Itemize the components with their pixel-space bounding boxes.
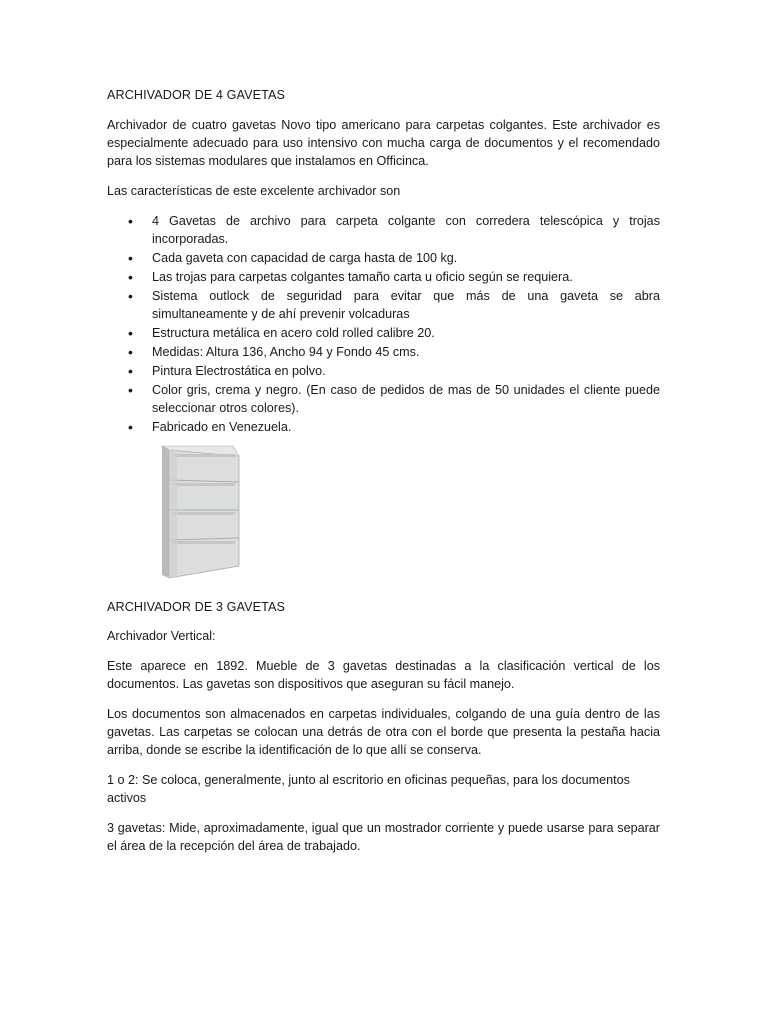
list-item [107, 212, 660, 248]
bullet-icon: • [128, 269, 133, 285]
bullet-icon: • [128, 250, 133, 266]
section-title: ARCHIVADOR DE 3 GAVETAS [107, 600, 285, 614]
section-title: ARCHIVADOR DE 4 GAVETAS [107, 88, 285, 102]
list-item-text: Color gris, crema y negro. (En caso de pedidos de mas de 50 unidades el cliente puede seleccionar otros colores). [152, 383, 660, 415]
list-item [107, 249, 660, 267]
list-item [107, 287, 660, 323]
features-intro: Las características de este excelente archivador son [107, 184, 401, 198]
list-item [107, 381, 660, 417]
list-item [107, 324, 660, 342]
body-paragraph: Los documentos son almacenados en carpetas individuales, colgando de una guía dentro de las gavetas. Las carpetas se colocan una detrás de otra con el borde que presenta la pestaña hacia arriba, donde se escribe la identificación de lo que allí se conserva. [107, 707, 660, 757]
list-item [107, 418, 660, 436]
list-item-text: Cada gaveta con capacidad de carga hasta de 100 kg. [152, 251, 458, 265]
body-paragraph: Este aparece en 1892. Mueble de 3 gavetas destinadas a la clasificación vertical de los documentos. Las gavetas son dispositivos que aseguran su fácil manejo. [107, 659, 660, 691]
list-item-text: Pintura Electrostática en polvo. [152, 364, 326, 378]
bullet-icon: • [128, 382, 133, 398]
filing-cabinet-icon [107, 442, 252, 580]
section-subtitle: Archivador Vertical: [107, 629, 216, 643]
list-item-text: Sistema outlock de seguridad para evitar que más de una gaveta se abra simultaneamente y de ahí prevenir volcaduras [152, 289, 660, 321]
list-item-text: Medidas: Altura 136, Ancho 94 y Fondo 45 cms. [152, 345, 420, 359]
list-item [107, 343, 660, 361]
list-item-text: Las trojas para carpetas colgantes tamaño carta u oficio según se requiera. [152, 270, 573, 284]
list-item [107, 362, 660, 380]
section-four-drawer [107, 86, 660, 580]
document-page [107, 86, 660, 867]
list-item-text: Fabricado en Venezuela. [152, 420, 292, 434]
list-item-text: 4 Gavetas de archivo para carpeta colgante con corredera telescópica y trojas incorporadas. [152, 214, 660, 246]
list-item [107, 268, 660, 286]
bullet-icon: • [128, 344, 133, 360]
bullet-icon: • [128, 363, 133, 379]
body-paragraph: 3 gavetas: Mide, aproximadamente, igual que un mostrador corriente y puede usarse para separar el área de la recepción del área de trabajado. [107, 821, 660, 853]
bullet-icon: • [128, 419, 133, 435]
bullet-icon: • [128, 213, 133, 229]
body-paragraph: 1 o 2: Se coloca, generalmente, junto al escritorio en oficinas pequeñas, para los documentos activos [107, 773, 630, 805]
filing-cabinet-image [107, 442, 252, 580]
section-three-drawer [107, 598, 660, 855]
intro-paragraph: Archivador de cuatro gavetas Novo tipo americano para carpetas colgantes. Este archivador es especialmente adecuado para uso intensivo con mucha carga de documentos y el recomendado para los sistemas modulares que instalamos en Officinca. [107, 118, 660, 168]
bullet-icon: • [128, 288, 133, 304]
features-list [107, 212, 660, 436]
list-item-text: Estructura metálica en acero cold rolled calibre 20. [152, 326, 435, 340]
bullet-icon: • [128, 325, 133, 341]
